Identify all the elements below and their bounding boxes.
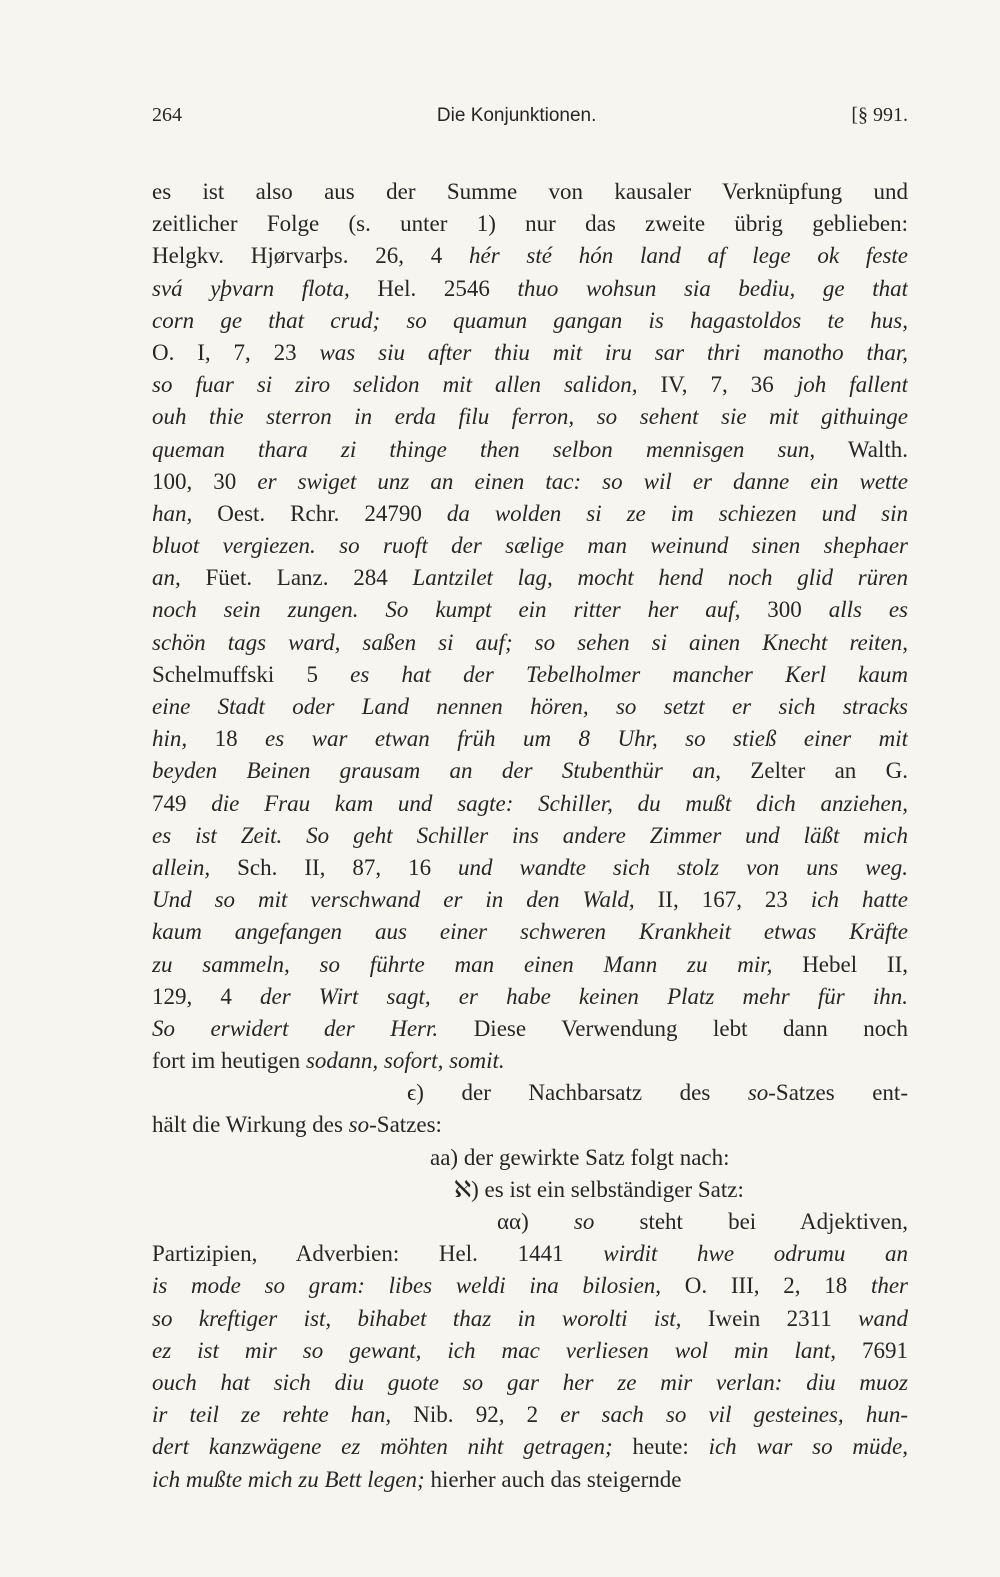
italic-quote: was siu after thiu mit iru sar thri manotho thar, bbox=[319, 339, 908, 365]
italic-quote: beyden Beinen grausam an der Stubenthür an, bbox=[152, 758, 721, 784]
text-run: II, 167, 23 bbox=[634, 887, 811, 913]
text-line bbox=[152, 820, 908, 852]
text-run: Nib. 92, 2 bbox=[391, 1402, 561, 1428]
text-run: Füet. Lanz. 284 bbox=[180, 565, 413, 591]
italic-quote: so kreftiger ist, bihabet thaz in worolti ist, bbox=[152, 1305, 682, 1331]
italic-quote: es hat der Tebelholmer mancher Kerl kaum bbox=[350, 661, 908, 687]
text-line bbox=[152, 1045, 908, 1077]
italic-quote: Und so mit verschwand er in den Wald, bbox=[152, 887, 635, 913]
italic-quote: is mode so gram: libes weldi ina bilosien, bbox=[152, 1273, 662, 1299]
text-line bbox=[152, 1013, 908, 1045]
italic-quote: an, bbox=[152, 565, 181, 591]
text-line bbox=[152, 1399, 908, 1431]
text-line bbox=[152, 723, 908, 755]
italic-quote: so fuar si ziro selidon mit allen salidon, bbox=[152, 372, 638, 398]
italic-quote: der Wirt sagt, er habe keinen Platz mehr für ihn. bbox=[260, 983, 908, 1009]
text-line bbox=[152, 1238, 908, 1270]
text-line bbox=[152, 498, 908, 530]
italic-quote: so bbox=[348, 1112, 370, 1138]
text-run: Walth. bbox=[815, 436, 908, 462]
italic-quote: noch sein zungen. So kumpt ein ritter her auf, bbox=[152, 597, 741, 623]
text-line bbox=[152, 1431, 908, 1463]
italic-quote: zu sammeln, so führte man einen Mann zu mir, bbox=[152, 951, 773, 977]
text-run: Oest. Rchr. 24790 bbox=[192, 500, 447, 526]
text-run: O. III, 2, 18 bbox=[661, 1273, 871, 1299]
text-line bbox=[152, 755, 908, 787]
italic-quote: es ist Zeit. So geht Schiller ins andere Zimmer und läßt mich bbox=[152, 822, 908, 848]
text-line bbox=[152, 434, 908, 466]
italic-quote: er swiget unz an einen tac: so wil er danne ein wette bbox=[257, 468, 908, 494]
text-line bbox=[152, 1303, 908, 1335]
text-line bbox=[152, 530, 908, 562]
italic-quote: dert kanzwägene ez möhten niht getragen; bbox=[152, 1434, 613, 1460]
text-run: ℵ) es ist ein selbständiger Satz: bbox=[454, 1176, 744, 1202]
text-line bbox=[152, 401, 908, 433]
italic-quote: so bbox=[747, 1080, 769, 1106]
text-line bbox=[152, 466, 908, 498]
text-line bbox=[152, 1109, 908, 1141]
text-line bbox=[152, 1174, 908, 1206]
text-line bbox=[152, 1270, 908, 1302]
text-line bbox=[152, 852, 908, 884]
text-line bbox=[152, 788, 908, 820]
text-line bbox=[152, 1077, 908, 1109]
text-run: IV, 7, 36 bbox=[637, 372, 797, 398]
italic-quote: hér sté hón land af lege ok feste bbox=[469, 243, 908, 269]
italic-quote: so bbox=[573, 1209, 595, 1234]
text-run: Schelmuffski 5 bbox=[152, 661, 351, 687]
text-run: fort im heutigen bbox=[152, 1048, 306, 1074]
italic-quote: ouh thie sterron in erda filu ferron, so sehent sie mit githuinge bbox=[152, 404, 908, 430]
text-line bbox=[152, 240, 908, 272]
text-line bbox=[152, 594, 908, 626]
text-line bbox=[152, 916, 908, 948]
italic-quote: wand bbox=[858, 1305, 908, 1331]
text-line bbox=[152, 627, 908, 659]
italic-quote: han, bbox=[152, 500, 193, 526]
italic-quote: es war etwan früh um 8 Uhr, so stieß einer mit bbox=[265, 726, 908, 752]
text-line bbox=[152, 981, 908, 1013]
italic-quote: allein, bbox=[152, 854, 211, 880]
italic-quote: und wandte sich stolz von uns weg. bbox=[458, 854, 908, 880]
text-run: αα) bbox=[497, 1209, 574, 1234]
text-run: Iwein 2311 bbox=[681, 1305, 859, 1331]
text-run: zeitlicher Folge (s. unter 1) nur das zweite übrig geblieben: bbox=[152, 211, 908, 237]
text-line bbox=[152, 949, 908, 981]
italic-quote: bluot vergiezen. so ruoft der sælige man weinund sinen shephaer bbox=[152, 533, 908, 559]
italic-quote: svá yþvarn flota, bbox=[152, 275, 350, 301]
italic-quote: So erwidert der Herr. bbox=[152, 1015, 439, 1041]
running-header bbox=[152, 104, 908, 132]
text-run: 300 bbox=[740, 597, 829, 623]
text-run: -Satzes: bbox=[369, 1112, 442, 1138]
text-line bbox=[152, 305, 908, 337]
text-run: Zelter an G. bbox=[720, 758, 908, 784]
text-line bbox=[152, 659, 908, 691]
text-run: O. I, 7, 23 bbox=[152, 339, 320, 365]
page-number: 264 bbox=[152, 104, 182, 126]
italic-quote: thuo wohsun sia bediu, ge that bbox=[517, 275, 908, 301]
italic-quote: da wolden si ze im schiezen und sin bbox=[446, 500, 908, 526]
text-line bbox=[152, 1335, 908, 1367]
text-run: 7691 bbox=[836, 1337, 908, 1363]
text-line bbox=[152, 884, 908, 916]
text-run: hält die Wirkung des bbox=[152, 1112, 349, 1138]
text-line bbox=[152, 1206, 908, 1238]
text-run: 18 bbox=[187, 726, 266, 752]
section-reference: [§ 991. bbox=[851, 104, 908, 126]
italic-quote: ez ist mir so gewant, ich mac verliesen wol min lant, bbox=[152, 1337, 837, 1363]
italic-quote: er sach so vil gesteines, hun- bbox=[560, 1402, 908, 1428]
text-run: hierher auch das steigernde bbox=[424, 1466, 682, 1492]
text-run: aa) der gewirkte Satz folgt nach: bbox=[430, 1144, 730, 1170]
text-line bbox=[152, 273, 908, 305]
text-line bbox=[152, 369, 908, 401]
body-text bbox=[152, 176, 908, 1496]
text-run: heute: bbox=[612, 1434, 709, 1460]
running-title: Die Konjunktionen. bbox=[436, 105, 597, 126]
text-run: ϵ) der Nachbarsatz des bbox=[407, 1080, 748, 1106]
italic-quote: eine Stadt oder Land nennen hören, so setzt er sich stracks bbox=[152, 694, 908, 719]
text-run: Helgkv. Hjørvarþs. 26, 4 bbox=[152, 243, 469, 269]
text-run: Partizipien, Adverbien: Hel. 1441 bbox=[152, 1241, 604, 1267]
text-line bbox=[152, 1142, 908, 1174]
text-run: 129, 4 bbox=[152, 983, 261, 1009]
text-line bbox=[152, 1464, 908, 1496]
italic-quote: schön tags ward, saßen si auf; so sehen si ainen Knecht reiten, bbox=[152, 629, 908, 655]
text-run: es ist also aus der Summe von kausaler Verknüpfung und bbox=[152, 179, 908, 204]
text-line bbox=[152, 337, 908, 369]
text-line bbox=[152, 562, 908, 594]
italic-quote: queman thara zi thinge then selbon mennisgen sun, bbox=[152, 436, 816, 462]
text-run: Diese Verwendung lebt dann noch bbox=[438, 1015, 908, 1041]
text-line bbox=[152, 208, 908, 240]
italic-quote: joh fallent bbox=[796, 372, 908, 398]
italic-quote: sodann, sofort, somit. bbox=[305, 1048, 505, 1074]
book-page bbox=[152, 104, 908, 1496]
italic-quote: kaum angefangen aus einer schweren Krankheit etwas Kräfte bbox=[152, 919, 908, 945]
text-run: Hebel II, bbox=[772, 951, 908, 977]
italic-quote: hin, bbox=[152, 726, 188, 752]
italic-quote: die Frau kam und sagte: Schiller, du mußt dich anziehen, bbox=[211, 790, 908, 816]
italic-quote: ich war so müde, bbox=[708, 1434, 908, 1460]
italic-quote: ir teil ze rehte han, bbox=[152, 1402, 392, 1428]
italic-quote: Lantzilet lag, mocht hend noch glid rüren bbox=[412, 565, 908, 591]
text-line bbox=[152, 1367, 908, 1399]
text-run: -Satzes ent- bbox=[768, 1080, 908, 1106]
italic-quote: corn ge that crud; so quamun gangan is hagastoldos te hus, bbox=[152, 307, 908, 333]
text-run: 100, 30 bbox=[152, 468, 258, 494]
italic-quote: wirdit hwe odrumu an bbox=[603, 1241, 908, 1267]
text-run: Sch. II, 87, 16 bbox=[210, 854, 459, 880]
text-line bbox=[152, 691, 908, 723]
italic-quote: ther bbox=[870, 1273, 908, 1299]
text-run: steht bei Adjektiven, bbox=[594, 1209, 908, 1234]
text-run: Hel. 2546 bbox=[349, 275, 518, 301]
italic-quote: ich hatte bbox=[810, 887, 908, 913]
italic-quote: ich mußte mich zu Bett legen; bbox=[152, 1466, 425, 1492]
italic-quote: ouch hat sich diu guote so gar her ze mir verlan: diu muoz bbox=[152, 1369, 908, 1395]
text-line bbox=[152, 176, 908, 208]
text-run: 749 bbox=[152, 790, 212, 816]
italic-quote: alls es bbox=[828, 597, 908, 623]
